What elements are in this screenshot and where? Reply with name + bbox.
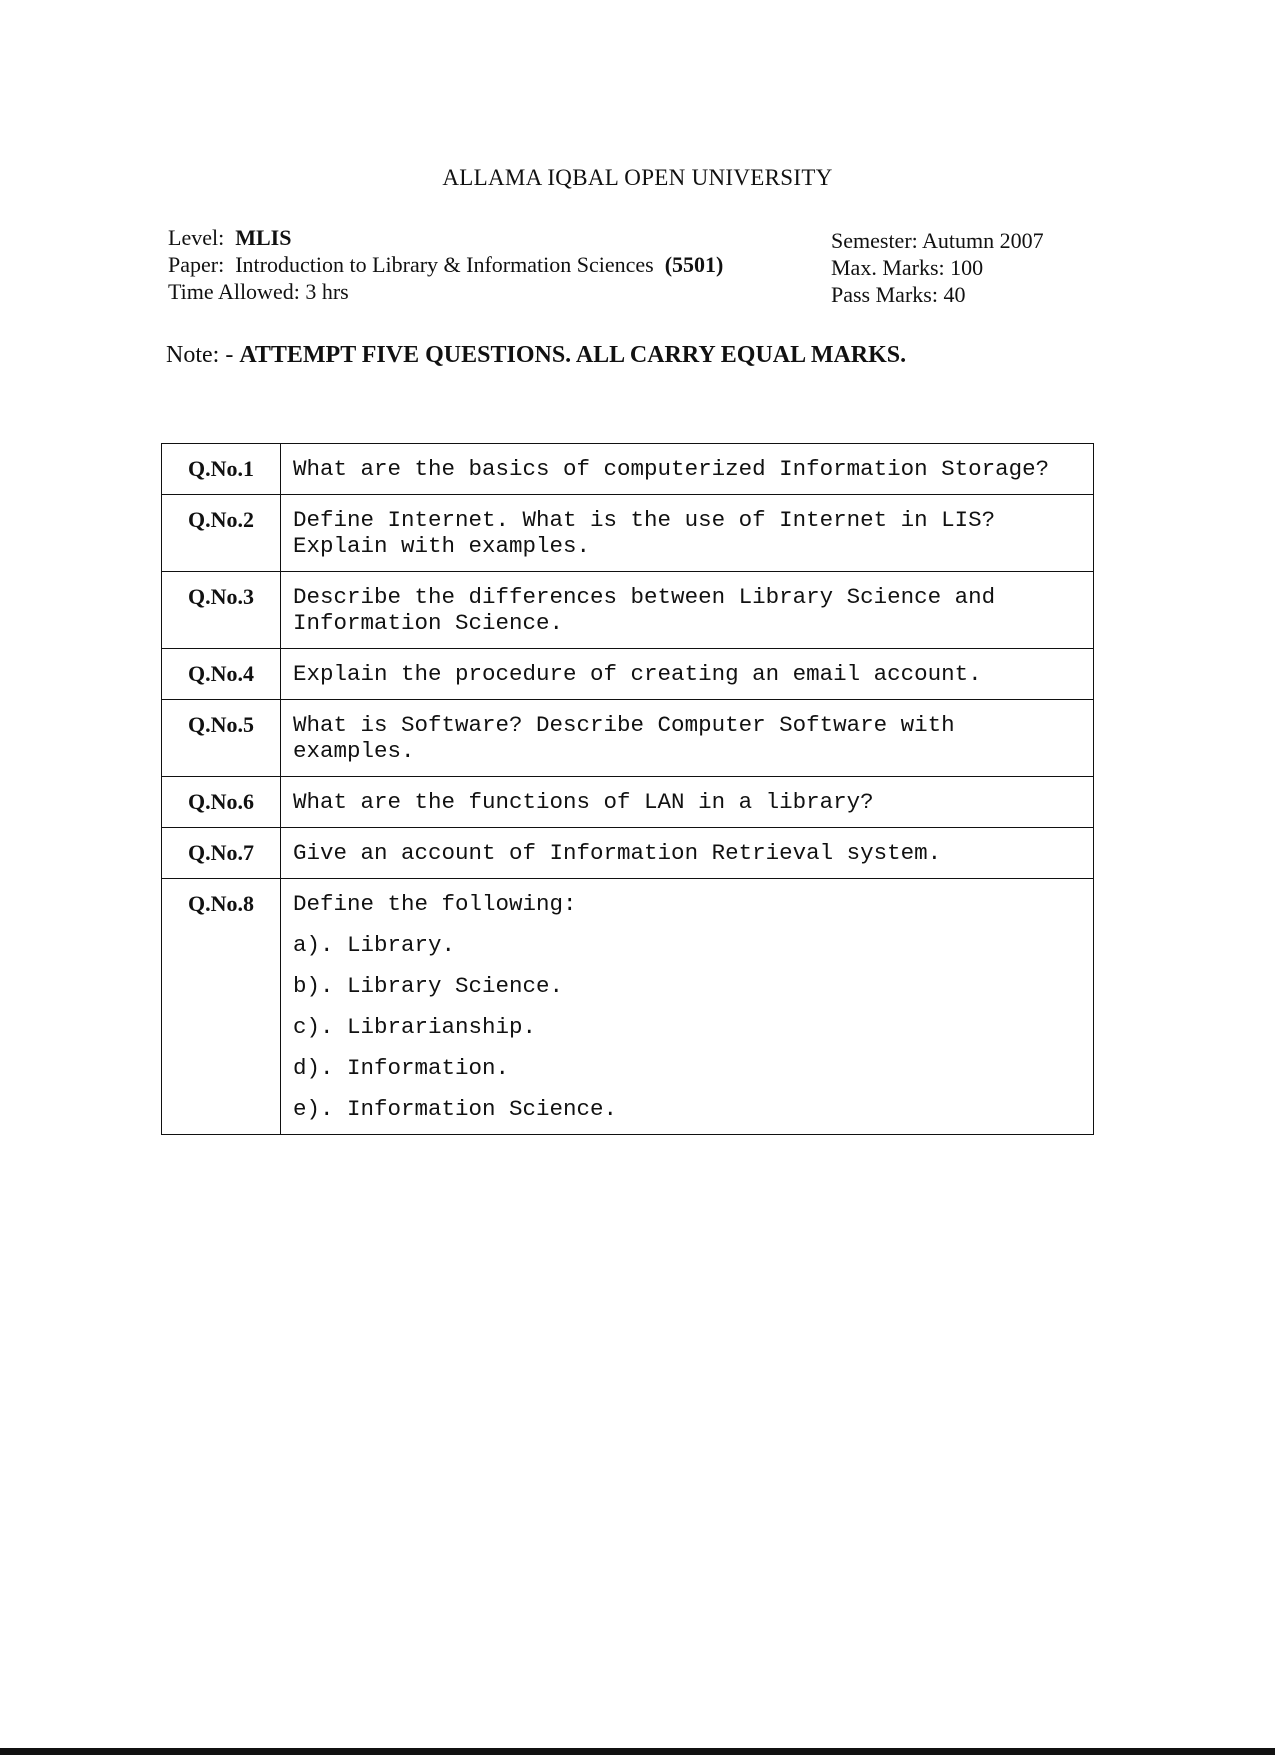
table-row <box>162 777 1094 828</box>
instruction-note <box>166 342 906 369</box>
table-row <box>162 828 1094 879</box>
table-row <box>162 649 1094 700</box>
level-value: MLIS <box>235 225 292 250</box>
level-label: Level: <box>168 225 225 250</box>
questions-table <box>161 443 1094 1135</box>
table-row <box>162 495 1094 572</box>
time-allowed: Time Allowed: 3 hrs <box>168 279 349 304</box>
question-number: Q.No.6 <box>162 777 281 828</box>
question-text: What are the basics of computerized Information Storage? <box>281 444 1094 495</box>
question-number: Q.No.5 <box>162 700 281 777</box>
sub-question-item: b). Library Science. <box>293 973 564 999</box>
question-number: Q.No.2 <box>162 495 281 572</box>
question-text: Define Internet. What is the use of Internet in LIS? Explain with examples. <box>281 495 1094 572</box>
table-row <box>162 700 1094 777</box>
question-number: Q.No.7 <box>162 828 281 879</box>
paper-line <box>168 251 723 278</box>
question-number: Q.No.3 <box>162 572 281 649</box>
paper-code: (5501) <box>664 252 724 277</box>
question-text: Give an account of Information Retrieval system. <box>281 828 1094 879</box>
exam-meta-right <box>831 227 1044 308</box>
note-label: Note: - <box>166 342 234 368</box>
sub-question-item: c). Librarianship. <box>293 1014 537 1040</box>
paper-title: Introduction to Library & Information Sciences <box>235 252 654 277</box>
question-text: What are the functions of LAN in a library? <box>281 777 1094 828</box>
question-number: Q.No.1 <box>162 444 281 495</box>
table-row <box>162 879 1094 1135</box>
paper-label: Paper: <box>168 252 225 277</box>
exam-meta-left <box>168 224 723 305</box>
question-number: Q.No.4 <box>162 649 281 700</box>
university-title: ALLAMA IQBAL OPEN UNIVERSITY <box>442 165 833 190</box>
question-number: Q.No.8 <box>162 879 281 1135</box>
question-text: What is Software? Describe Computer Software with examples. <box>281 700 1094 777</box>
sub-question-item: e). Information Science. <box>293 1096 618 1122</box>
question-cell <box>281 879 1094 1135</box>
question-text: Explain the procedure of creating an email account. <box>281 649 1094 700</box>
semester: Semester: Autumn 2007 <box>831 228 1044 253</box>
note-text: ATTEMPT FIVE QUESTIONS. ALL CARRY EQUAL MARKS. <box>239 342 907 368</box>
level-line <box>168 224 723 251</box>
sub-question-item: d). Information. <box>293 1055 510 1081</box>
question-text: Define the following: <box>293 891 577 917</box>
table-row <box>162 572 1094 649</box>
question-text: Describe the differences between Library Science and Information Science. <box>281 572 1094 649</box>
bottom-scan-edge <box>0 1748 1275 1755</box>
pass-marks: Pass Marks: 40 <box>831 282 966 307</box>
table-row <box>162 444 1094 495</box>
sub-question-item: a). Library. <box>293 932 456 958</box>
max-marks: Max. Marks: 100 <box>831 255 984 280</box>
